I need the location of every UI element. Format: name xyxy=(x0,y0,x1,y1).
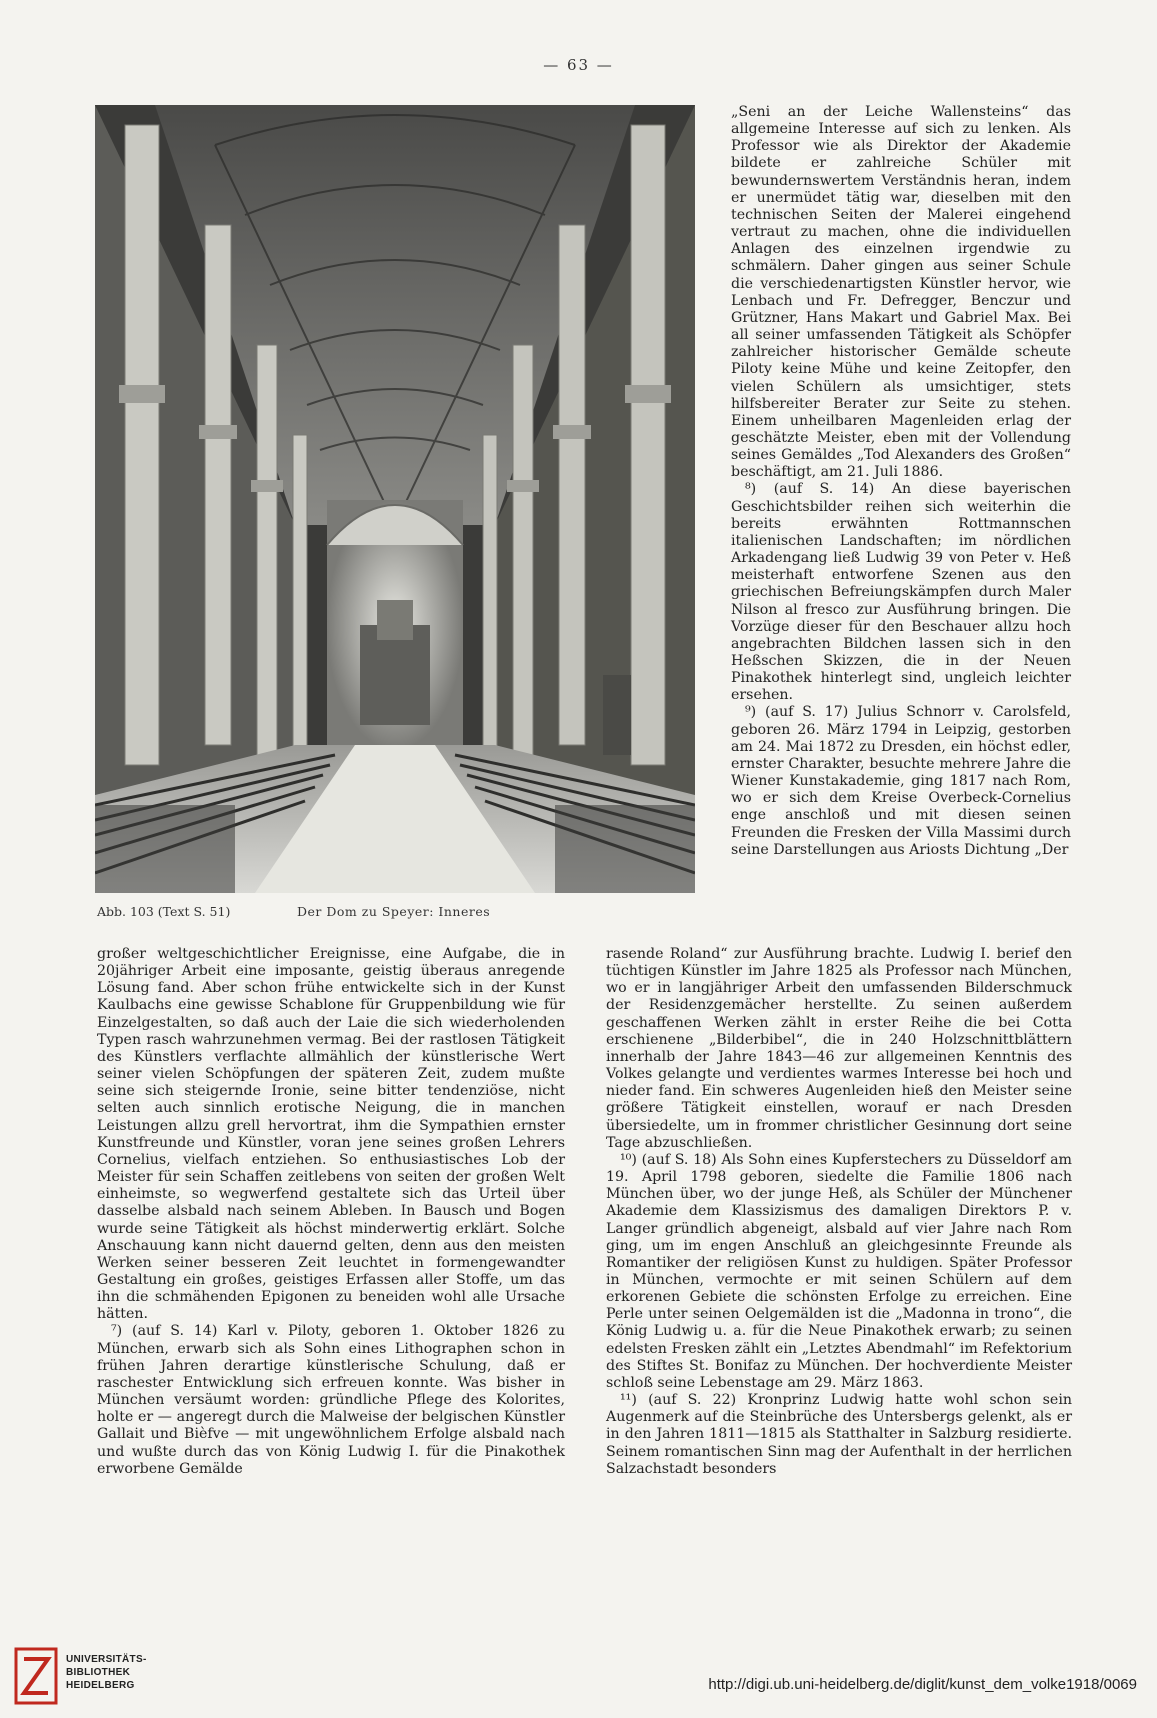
page-number: — 63 — xyxy=(543,56,614,74)
footnote-11: ¹¹) (auf S. 22) Kronprinz Ludwig hatte wohl schon sein Augenmerk auf die Steinbrüche des Untersbergs gelenkt, als er in den Jahren 1811—1815 als Statthalter in Salzburg residierte. Seinem romantischen Sinn mag der Aufenthalt in der herrlichen Salzachstadt besonders xyxy=(606,1392,1072,1477)
cathedral-interior-photo xyxy=(95,105,695,893)
footnote-10: ¹⁰) (auf S. 18) Als Sohn eines Kupferstechers zu Düsseldorf am 19. April 1798 geboren, siedelte die Familie 1806 nach München über, wo der junge Heß, als Schüler der Münchener Akademie dem Klassizismus des damaligen Direktors P. v. Langer gründlich abgeneigt, alsbald auf vier Jahre nach Rom ging, um im engen Anschluß an gleichgesinnte Freunde als Romantiker der religiösen Kunst zu huldigen. Später Professor in München, vermochte er mit seinen Schülern auf dem erkorenen Gebiete die schönsten Erfolge zu erreichen. Eine Perle unter seinen Oelgemälden ist die „Madonna in trono“, die König Ludwig u. a. für die Neue Pinakothek erwarb; zu seinen edelsten Fresken zählt ein „Letztes Abendmahl“ im Refektorium des Stiftes St. Bonifaz zu München. Der hochverdiente Meister schloß seine Lebenstage am 29. März 1863. xyxy=(606,1151,1072,1391)
paragraph: „Seni an der Leiche Wallensteins“ das allgemeine Interesse auf sich zu lenken. Als Professor wie als Direktor der Akademie bildete er zahlreiche Schüler mit bewundernswertem Verständnis heran, indem er unermüdet tätig war, dieselben mit den technischen Seiten der Malerei eingehend vertraut zu machen, ohne die individuellen Anlagen des einzelnen irgendwie zu schmälern. Daher gingen aus seiner Schule die verschiedenartigsten Künstler hervor, wie Lenbach und Fr. Defregger, Benczur und Grützner, Hans Makart und Gabriel Max. Bei all seiner umfassenden Tätigkeit als Schöpfer zahlreicher historischer Gemälde scheute Piloty keine Mühe und keine Zeitopfer, den vielen Schülern als umsichtiger, stets hilfsbereiter Berater zur Seite zu stehen. Einem unheilbaren Magenleiden erlag der geschätzte Meister, eben mit der Vollendung seines Gemäldes „Tod Alexanders des Großen“ beschäftigt, am 21. Juli 1886. xyxy=(731,104,1071,481)
left-column xyxy=(97,946,565,1478)
paragraph: rasende Roland“ zur Ausführung brachte. Ludwig I. berief den tüchtigen Künstler im Jahre 1825 als Professor nach München, wo er in langjähriger Arbeit den umfassenden Bilderschmuck der Residenzgemächer herstellte. Zu seinen außerdem geschaffenen Werken zählt in erster Reihe die bei Cotta erschienene „Bilderbibel“, die in 240 Holzschnittblättern innerhalb der Jahre 1843—46 zur allgemeinen Kenntnis des Volkes gelangte und verdientes warmes Interesse bei hoch und nieder fand. Ein schweres Augenleiden hieß den Meister seine größere Tätigkeit einstellen, worauf er nach Dresden übersiedelte, um in frommer christlicher Gesinnung dort seine Tage abzuschließen. xyxy=(606,946,1072,1151)
library-name-line: HEIDELBERG xyxy=(66,1680,135,1691)
footnote-9: ⁹) (auf S. 17) Julius Schnorr v. Carolsfeld, geboren 26. März 1794 in Leipzig, gestorben am 24. Mai 1872 zu Dresden, ein höchst edler, ernster Charakter, besuchte mehrere Jahre die Wiener Kunstakademie, ging 1817 nach Rom, wo er sich dem Kreise Overbeck-Cornelius enge anschloß und mit diesen seinen Freunden die Fresken der Villa Massimi durch seine Darstellungen aus Ariosts Dichtung „Der xyxy=(731,704,1071,858)
paragraph: großer weltgeschichtlicher Ereignisse, eine Aufgabe, die in 20jähriger Arbeit eine imposante, geistig überaus anregende Lösung fand. Aber schon frühe entwickelte sich in der Kunst Kaulbachs eine gewisse Schablone für Gruppenbildung wie für Einzelgestalten, so daß auch der Laie die sich wiederholenden Typen rasch wahrzunehmen vermag. Bei der rastlosen Tätigkeit des Künstlers verflachte allmählich der künstlerische Wert seiner vielen Schöpfungen der späteren Zeit, zudem mußte seine sich steigernde Ironie, seine bitter tendenziöse, nicht selten auch sinnlich erotische Neigung, die in manchen Leistungen allzu grell hervortrat, ihm die Sympathien ernster Kunstfreunde und Künstler, voran jene seines großen Lehrers Cornelius, vielfach entziehen. So enthusiastisches Lob der Meister für sein Schaffen zeitlebens von seiten der großen Welt einheimste, so wegwerfend gestaltete sich das Urteil über dasselbe alsbald nach seinem Ableben. In Bausch und Bogen wurde seine Tätigkeit als höchst minderwertig erklärt. Solche Anschauung kann nicht dauernd gelten, denn aus den meisten Werken seiner besseren Zeit leuchtet in formengewandter Gestaltung ein großes, geistiges Erfassen aller Stoffe, um das ihn die schmähenden Epigonen zu beneiden wohl alle Ursache hätten. xyxy=(97,946,565,1323)
library-logo-icon xyxy=(14,1647,58,1705)
right-column-bottom xyxy=(606,946,1072,1478)
footnote-7: ⁷) (auf S. 14) Karl v. Piloty, geboren 1. Oktober 1826 zu München, erwarb sich als Sohn eines Lithographen schon in frühen Jahren derartige künstlerische Schulung, daß er raschester Entwicklung sich erfreuen konnte. Was bisher in München versäumt worden: gründliche Pflege des Kolorites, holte er — angeregt durch die Malweise der belgischen Künstler Gallait und Bièfve — mit ungewöhnlichem Erfolge alsbald nach und wußte durch das von König Ludwig I. für die Pinakothek erworbene Gemälde xyxy=(97,1323,565,1477)
library-logo[interactable] xyxy=(14,1647,154,1705)
figure-reference: Abb. 103 (Text S. 51) xyxy=(97,904,231,919)
library-name-line: UNIVERSITÄTS- xyxy=(66,1654,147,1665)
source-url-link[interactable]: http://digi.ub.uni-heidelberg.de/diglit/kunst_dem_volke1918/0069 xyxy=(708,1676,1137,1693)
footnote-8: ⁸) (auf S. 14) An diese bayerischen Geschichtsbilder reihen sich weiterhin die bereits erwähnten Rottmannschen italienischen Landschaften; im nördlichen Arkadengang ließ Ludwig 39 von Peter v. Heß meisterhaft entworfene Szenen aus den griechischen Befreiungskämpfen durch Maler Nilson al fresco zur Ausführung bringen. Die Vorzüge dieser für den Beschauer allzu hoch angebrachten Bildchen lassen sich in den Heßschen Skizzen, die in der Neuen Pinakothek hinterlegt sind, ungleich leichter ersehen. xyxy=(731,481,1071,704)
library-name xyxy=(66,1653,147,1692)
figure-title: Der Dom zu Speyer: Inneres xyxy=(297,904,491,919)
right-column-top xyxy=(731,104,1071,859)
library-name-line: BIBLIOTHEK xyxy=(66,1667,131,1678)
cathedral-nave-illustration xyxy=(95,105,695,893)
